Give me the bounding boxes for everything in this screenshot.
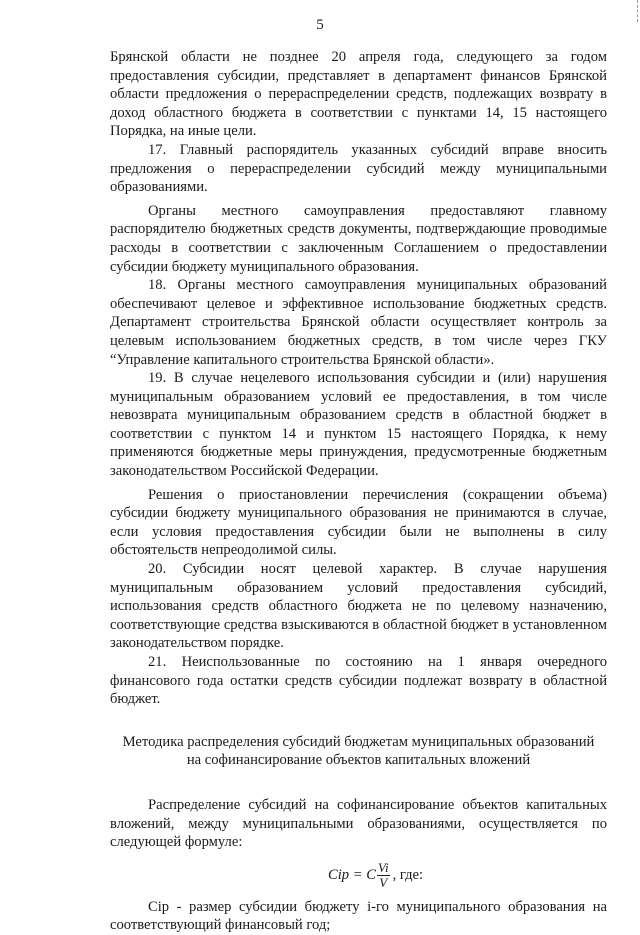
formula-numerator: Vi [377, 859, 389, 875]
paragraph-definition-cip: Ciр - размер субсидии бюджету i-го муниципального образования на соответствующий финансовый год; [110, 898, 607, 934]
distribution-formula [110, 861, 607, 890]
paragraph-continuation: Брянской области не позднее 20 апреля года, следующего за годом предоставления субсидии, представляет в департамент финансов Брянской области предложения о перераспределении средств, подлежащих возврату в доход областного бюджета в соответствии с пунктами 14, 15 настоящего Порядка, на иные цели. [110, 49, 607, 140]
document-body [110, 48, 607, 935]
section-heading-line-2: на софинансирование объектов капитальных вложений [186, 752, 531, 769]
paragraph-21: 21. Неиспользованные по состоянию на 1 января очередного финансового года остатки средств субсидии подлежат возврату в областной бюджет. [110, 654, 607, 708]
formula-fraction [377, 861, 390, 890]
paragraph-20: 20. Субсидии носят целевой характер. В случае нарушения муниципальным образованием условий предоставления субсидий, использования средств областного бюджета не по целевому назначению, соответствующие средства взыскиваются в областной бюджет в установленном законодательством порядке. [110, 561, 607, 652]
paragraph-local-authorities-docs: Органы местного самоуправления предоставляют главному распорядителю бюджетных средств документы, подтверждающие проводимые расходы в соответствии с заключенным Соглашением о предоставлении субсидии бюджету муниципального образования. [110, 202, 607, 275]
formula-lhs: Ciр = C [328, 866, 376, 883]
paragraph-17: 17. Главный распорядитель указанных субсидий вправе вносить предложения о перераспределении субсидий между муниципальными образованиями. [110, 141, 607, 196]
page-number: 5 [316, 17, 324, 33]
section-heading [110, 733, 607, 770]
paragraph-18: 18. Органы местного самоуправления муниципальных образований обеспечивают целевое и эффективное использование бюджетных средств. Департамент строительства Брянской области осуществляет контроль за целевым использованием бюджетных средств, в том числе через ГКУ “Управление капитального строительства Брянской области». [110, 277, 607, 368]
section-heading-line-1: Методика распределения субсидий бюджетам муниципальных образований [122, 733, 595, 750]
formula-denominator: V [379, 874, 388, 890]
paragraph-distribution-intro: Распределение субсидий на софинансирование объектов капитальных вложений, между муниципальными образованиями, осуществляется по следующей формуле: [110, 796, 607, 851]
paragraph-suspension-decisions: Решения о приостановлении перечисления (сокращении объема) субсидии бюджету муниципального образования не принимаются в случае, если условия предоставления субсидии были не выполнены в силу обстоятельств непреодолимой силы. [110, 486, 607, 559]
formula-suffix: , где: [392, 866, 424, 883]
paragraph-19: 19. В случае нецелевого использования субсидии и (или) нарушения муниципальным образованием условий ее предоставления, в том числе невозврата муниципальным образованием средств в областной бюджет в соответствии с пунктом 14 и пунктом 15 настоящего Порядка, к нему применяются бюджетные меры принуждения, предусмотренные бюджетным законодательством Российской Федерации. [110, 370, 607, 480]
